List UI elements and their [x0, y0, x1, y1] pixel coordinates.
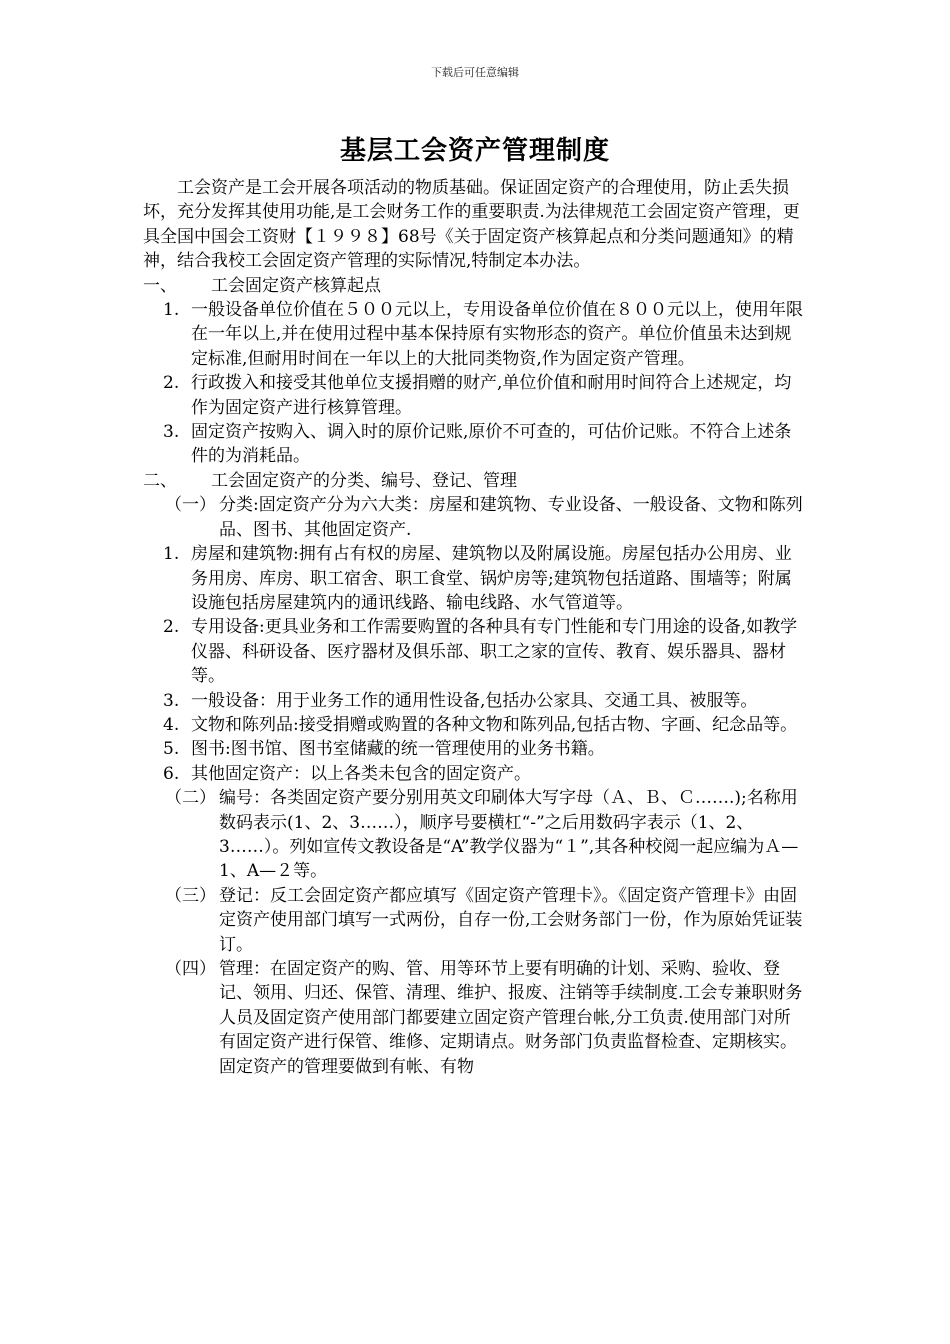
- subsection-text: 登记：反工会固定资产都应填写《固定资产管理卡》。《固定资产管理卡》由固定资产使用部门填写一式两份，自存一份,工会财务部门一份，作为原始凭证装订。: [219, 885, 803, 955]
- item-number: 1.: [163, 544, 180, 565]
- item-number: 5.: [163, 739, 180, 760]
- item-number: 3.: [163, 690, 180, 711]
- item-text: 文物和陈列品:接受捐赠或购置的各种文物和陈列品,包括古物、字画、纪念品等。: [191, 714, 798, 735]
- subsection-management: [143, 957, 807, 1079]
- subsection-text: 分类:固定资产分为六大类：房屋和建筑物、专业设备、一般设备、文物和陈列品、图书、其他固定资产.: [219, 495, 803, 540]
- document-body: [143, 176, 807, 1079]
- list-item: [143, 420, 807, 469]
- item-text: 行政拨入和接受其他单位支援捐赠的财产,单位价值和耐用时间符合上述规定，均作为固定资产进行核算管理。: [191, 373, 792, 418]
- list-item: [143, 298, 807, 371]
- document-title: 基层工会资产管理制度: [339, 136, 610, 166]
- list-item: [143, 371, 807, 420]
- subsection-registration: [143, 884, 807, 957]
- section-number: 二、: [143, 470, 177, 491]
- item-number: 1.: [163, 300, 180, 321]
- item-number: 3.: [163, 422, 180, 443]
- section-title: 工会固定资产的分类、编号、登记、管理: [211, 470, 517, 491]
- subsection-number: （二）: [165, 788, 216, 809]
- list-item: [143, 615, 807, 688]
- item-text: 一般设备：用于业务工作的通用性设备,包括办公家具、交通工具、被服等。: [191, 690, 758, 711]
- list-item: [143, 762, 807, 786]
- item-text: 图书:图书馆、图书室储藏的统一管理使用的业务书籍。: [191, 739, 605, 760]
- list-item: [143, 737, 807, 761]
- subsection-text: 管理：在固定资产的购、管、用等环节上要有明确的计划、采购、验收、登记、领用、归还、保管、清理、维护、报废、注销等手续制度.工会专兼职财务人员及固定资产使用部门都要建立固定资产管理台帐,分工负责.使用部门对所有固定资产进行保管、维修、定期请点。财务部门负责监督检查、定期核实。固定资产的管理要做到有帐、有物: [219, 959, 803, 1077]
- item-text: 房屋和建筑物:拥有占有权的房屋、建筑物以及附属设施。房屋包括办公用房、业务用房、库房、职工宿舍、职工食堂、锅炉房等;建筑物包括道路、围墙等；附属设施包括房屋建筑内的通讯线路、输电线路、水气管道等。: [191, 544, 792, 613]
- subsection-numbering: [143, 786, 807, 884]
- section-2-heading: [143, 469, 807, 493]
- header-note: 下载后可任意编辑: [431, 66, 519, 79]
- subsection-classification: [143, 493, 807, 542]
- item-text: 其他固定资产：以上各类未包含的固定资产。: [191, 763, 531, 784]
- item-number: 2.: [163, 617, 180, 638]
- item-text: 专用设备:更具业务和工作需要购置的各种具有专门性能和专门用途的设备,如教学仪器、科研设备、医疗器材及俱乐部、职工之家的宣传、教育、娱乐器具、器材等。: [191, 617, 798, 687]
- section-1-heading: [143, 274, 807, 298]
- subsection-number: （一）: [165, 495, 216, 516]
- subsection-number: （三）: [165, 885, 216, 906]
- item-text: 一般设备单位价值在５００元以上，专用设备单位价值在８００元以上，使用年限在一年以上,并在使用过程中基本保持原有实物形态的资产。单位价值虽未达到规定标准,但耐用时间在一年以上的大批同类物资,作为固定资产管理。: [191, 300, 803, 369]
- item-number: 4.: [163, 714, 180, 735]
- list-item: [143, 689, 807, 713]
- item-number: 2.: [163, 373, 180, 394]
- item-text: 固定资产按购入、调入时的原价记账,原价不可查的，可估价记账。不符合上述条件的为消耗品。: [191, 422, 792, 467]
- section-number: 一、: [143, 275, 177, 296]
- intro-paragraph: 工会资产是工会开展各项活动的物质基础。保证固定资产的合理使用，防止丢失损坏，充分发挥其使用功能,是工会财务工作的重要职责.为法律规范工会固定资产管理，更具全国中国会工资财【１９９８】68号《关于固定资产核算起点和分类问题通知》的精神，结合我校工会固定资产管理的实际情况,特制定本办法。: [143, 178, 800, 272]
- list-item: [143, 542, 807, 615]
- item-number: 6.: [163, 763, 180, 784]
- list-item: [143, 713, 807, 737]
- section-title: 工会固定资产核算起点: [211, 275, 381, 296]
- subsection-text: 编号：各类固定资产要分别用英文印刷体大写字母（Ａ、Ｂ、Ｃ…….);名称用数码表示(1、2、3……），顺序号要横杠“-”之后用数码字表示（1、2、3……）。列如宣传文教设备是“A”教学仪器为“１”,其各种校阅一起应编为Ａ—1、A—２等。: [219, 788, 799, 882]
- subsection-number: （四）: [165, 959, 216, 979]
